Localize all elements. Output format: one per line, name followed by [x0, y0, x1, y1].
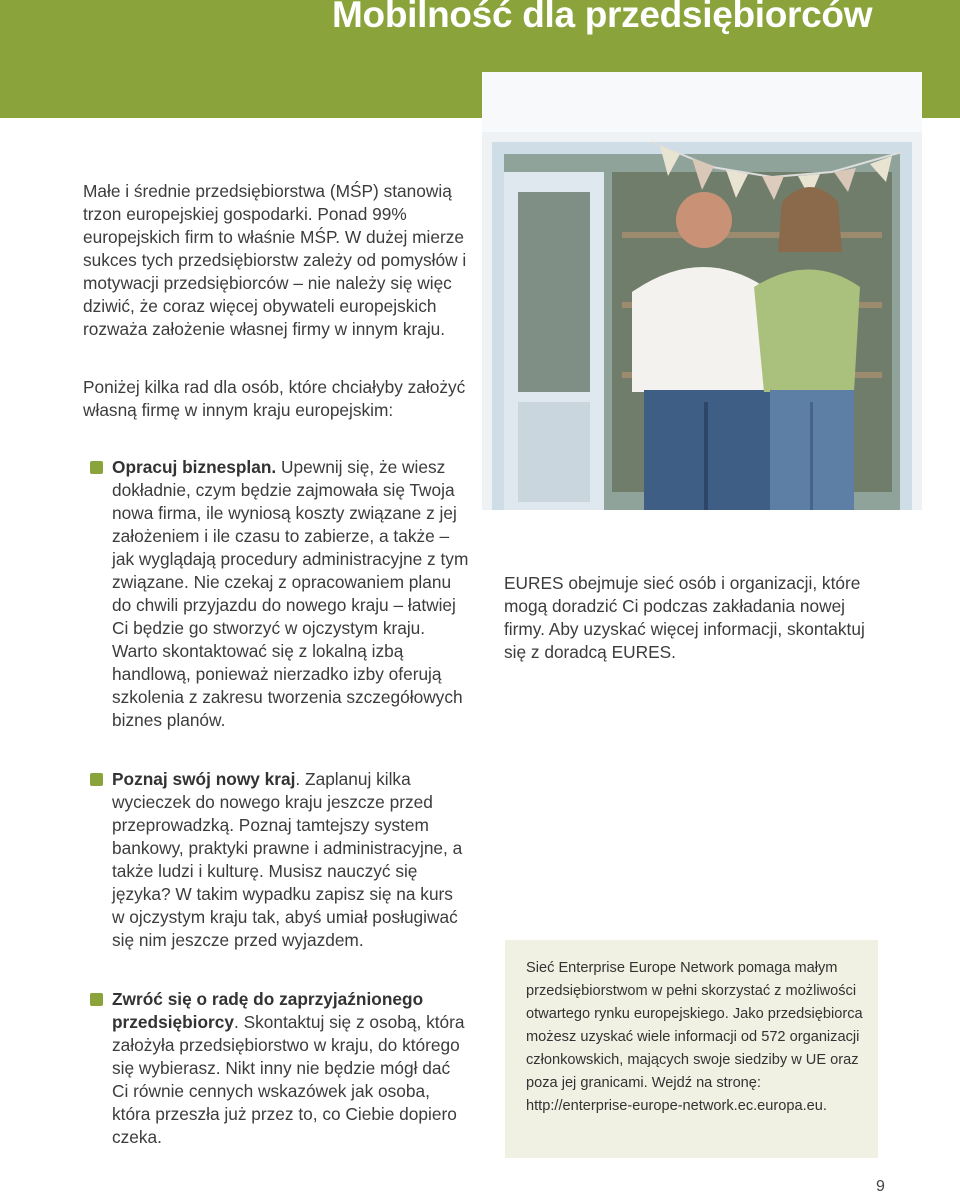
bullet-marker [90, 993, 103, 1006]
tip-text: Upewnij się, że wiesz dokładnie, czym będzie zajmowała się Twoja nowa firma, ile wyniosą koszty związane z jej założeniem i ile czasu to zabierze, a także – jak wyglądają procedury administracyjne z tym związane. Nie czekaj z opracowaniem planu do chwili przyjazdu do nowego kraju – łatwiej Ci będzie go stworzyć w ojczystym kraju. Warto skontaktować się z lokalną izbą handlową, ponieważ nierzadko izby oferują szkolenia z zakresu tworzenia szczegółowych biznes planów. [112, 457, 469, 730]
enterprise-europe-network-box [505, 940, 878, 1158]
tip-text: . Skontaktuj się z osobą, która założyła przedsiębiorstwo w kraju, do którego się wybierasz. Nikt inny nie będzie mógł dać Ci równie cennych wskazówek jak osoba, która przeszła już przez to, co Ciebie dopiero czeka. [112, 1012, 465, 1147]
eures-note: EURES obejmuje sieć osób i organizacji, które mogą doradzić Ci podczas zakładania nowej firmy. Aby uzyskać więcej informacji, skontaktuj się z doradcą EURES. [504, 573, 865, 662]
page-title: Mobilność dla przedsiębiorców [332, 0, 873, 35]
intro-text: Małe i średnie przedsiębiorstwa (MŚP) stanowią trzon europejskiej gospodarki. Ponad 99% europejskich firm to właśnie MŚP. W dużej mierze sukces tych przedsiębiorstw zależy od pomysłów i motywacji przedsiębiorców – nie należy się więc dziwić, że coraz więcej obywateli europejskich rozważa założenie własnej firmy w innym kraju. [83, 181, 467, 339]
tip-heading: Zwróć się o radę do zaprzyjaźnionego przedsiębiorcy [112, 989, 424, 1032]
tip-business-plan [90, 456, 470, 732]
tip-heading: Poznaj swój nowy kraj [112, 769, 296, 789]
bullet-marker [90, 461, 103, 474]
tip-know-country [90, 768, 470, 952]
tip-text: . Zaplanuj kilka wycieczek do nowego kraju jeszcze przed przeprowadzką. Poznaj tamtejszy system bankowy, praktyki prawne i administracyjne, a także ludzi i kulturę. Musisz nauczyć się języka? W takim wypadku zapisz się na kurs w ojczystym kraju tak, abyś umiał posługiwać się nim jeszcze przed wyjazdem. [112, 769, 463, 950]
tip-heading: Opracuj biznesplan. [112, 457, 277, 477]
een-text: Sieć Enterprise Europe Network pomaga małym przedsiębiorstwom w pełni skorzystać z możliwości otwartego rynku europejskiego. Jako przedsiębiorca możesz uzyskać wiele informacji od 572 organizacji członkowskich, mających swoje siedziby w UE oraz poza jej granicami. Wejdź na stronę: http://enterprise-europe-network.ec.europa.eu. [526, 960, 863, 1114]
shopfront-photo [482, 72, 922, 510]
page-number: 9 [876, 1178, 885, 1195]
bullet-marker [90, 773, 103, 786]
tips-intro-paragraph [83, 376, 483, 422]
tips-intro-text: Poniżej kilka rad dla osób, które chciałyby założyć własną firmę w innym kraju europejskim: [83, 377, 466, 420]
intro-paragraph [83, 180, 483, 341]
tip-ask-entrepreneur [90, 988, 470, 1149]
